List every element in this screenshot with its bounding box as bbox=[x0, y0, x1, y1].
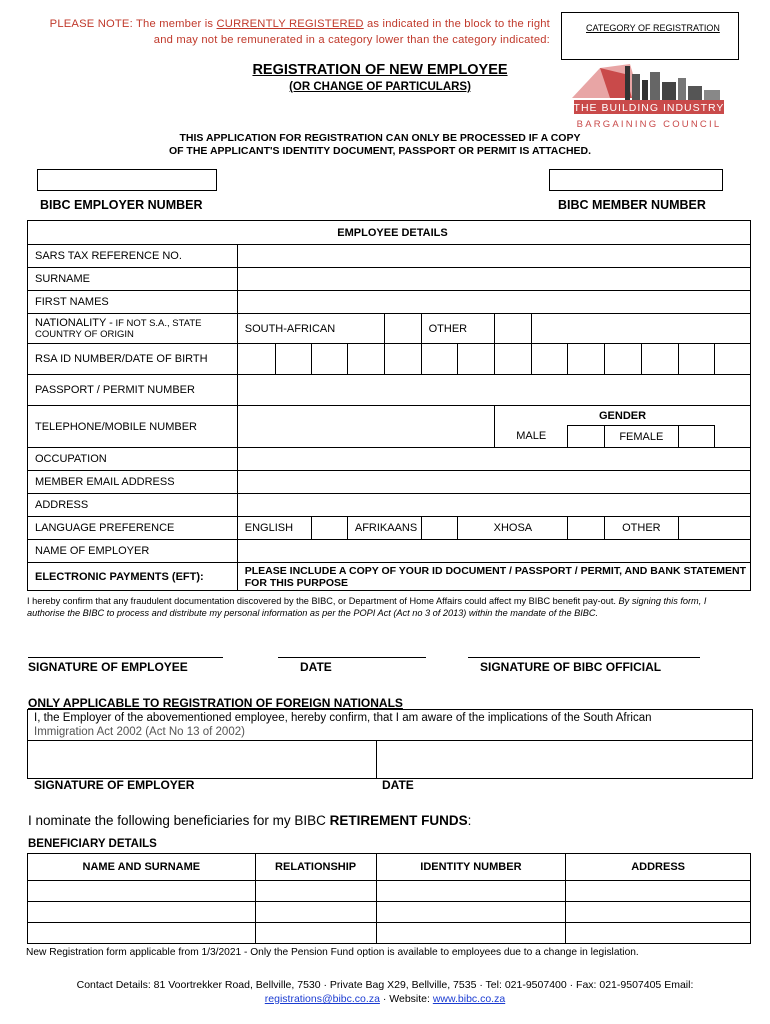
employer-signature-box[interactable] bbox=[28, 740, 377, 778]
beneficiary-name-cell[interactable] bbox=[28, 923, 256, 944]
male-checkbox[interactable] bbox=[568, 426, 605, 448]
occupation-label: OCCUPATION bbox=[28, 448, 238, 471]
nationality-label bbox=[28, 314, 238, 344]
column-header: ADDRESS bbox=[566, 854, 751, 881]
category-of-registration-box[interactable] bbox=[561, 12, 739, 60]
id-digit-box[interactable] bbox=[458, 344, 495, 375]
telephone-field[interactable] bbox=[237, 406, 494, 448]
id-digit-box[interactable] bbox=[275, 344, 312, 375]
id-digit-box[interactable] bbox=[641, 344, 678, 375]
english-label: ENGLISH bbox=[237, 517, 311, 540]
foreign-nationals-box bbox=[27, 709, 753, 779]
male-label: MALE bbox=[495, 426, 568, 448]
nationality-note: IF NOT S.A., STATE bbox=[112, 317, 202, 329]
foreign-text-line-1: I, the Employer of the abovementioned employee, hereby confirm, that I am aware of the implications of the South African bbox=[34, 712, 652, 724]
employee-signature-label: SIGNATURE OF EMPLOYEE bbox=[28, 660, 188, 674]
tax-ref-label: SARS TAX REFERENCE NO. bbox=[28, 245, 238, 268]
column-header: NAME AND SURNAME bbox=[28, 854, 256, 881]
contact-details bbox=[20, 978, 750, 1006]
address-field[interactable] bbox=[237, 494, 750, 517]
country-of-origin-field[interactable] bbox=[531, 314, 750, 344]
other-nationality-checkbox[interactable] bbox=[495, 314, 532, 344]
employee-details-heading: EMPLOYEE DETAILS bbox=[28, 221, 751, 245]
other-language-field[interactable] bbox=[678, 517, 750, 540]
id-digit-box[interactable] bbox=[495, 344, 532, 375]
other-nationality-label: OTHER bbox=[421, 314, 494, 344]
nominate-text: I nominate the following beneficiaries for my BIBC bbox=[28, 813, 330, 828]
xhosa-checkbox[interactable] bbox=[568, 517, 605, 540]
form-title: REGISTRATION OF NEW EMPLOYEE bbox=[252, 62, 508, 78]
website-link[interactable]: www.bibc.co.za bbox=[432, 993, 506, 1005]
beneficiary-details-heading: BENEFICIARY DETAILS bbox=[28, 838, 157, 850]
email-link[interactable]: registrations@bibc.co.za bbox=[264, 993, 380, 1005]
employer-name-field[interactable] bbox=[237, 540, 750, 563]
retirement-funds-text: RETIREMENT FUNDS bbox=[329, 813, 468, 828]
official-signature-label: SIGNATURE OF BIBC OFFICIAL bbox=[480, 660, 662, 674]
beneficiary-id-cell[interactable] bbox=[376, 881, 566, 902]
telephone-label: TELEPHONE/MOBILE NUMBER bbox=[28, 406, 238, 448]
bibc-logo bbox=[570, 60, 730, 132]
logo-text-1: THE BUILDING INDUSTRY bbox=[573, 102, 725, 114]
other-language-label: OTHER bbox=[605, 517, 678, 540]
id-digit-box[interactable] bbox=[347, 344, 384, 375]
employer-number-label: BIBC EMPLOYER NUMBER bbox=[40, 198, 203, 212]
website-label: · Website: bbox=[379, 993, 433, 1005]
country-origin-text: COUNTRY OF ORIGIN bbox=[35, 328, 134, 340]
south-african-checkbox[interactable] bbox=[384, 314, 421, 344]
tax-ref-field[interactable] bbox=[237, 245, 750, 268]
instruction-line-2: OF THE APPLICANT'S IDENTITY DOCUMENT, PASSPORT OR PERMIT IS ATTACHED. bbox=[168, 145, 592, 157]
passport-field[interactable] bbox=[237, 375, 750, 406]
beneficiary-nomination bbox=[28, 813, 471, 828]
beneficiary-address-cell[interactable] bbox=[566, 923, 751, 944]
official-signature-line[interactable] bbox=[468, 657, 700, 658]
passport-label: PASSPORT / PERMIT NUMBER bbox=[28, 375, 238, 406]
legislation-note: New Registration form applicable from 1/3/2021 - Only the Pension Fund option is available to employees due to a change in legislation. bbox=[26, 947, 639, 958]
beneficiary-address-cell[interactable] bbox=[566, 902, 751, 923]
member-number-label: BIBC MEMBER NUMBER bbox=[558, 198, 706, 212]
language-label: LANGUAGE PREFERENCE bbox=[28, 517, 238, 540]
occupation-field[interactable] bbox=[237, 448, 750, 471]
employee-details-table bbox=[27, 220, 751, 591]
beneficiary-name-cell[interactable] bbox=[28, 902, 256, 923]
note-text: PLEASE NOTE: The member is bbox=[49, 18, 217, 30]
first-names-label: FIRST NAMES bbox=[28, 291, 238, 314]
id-digit-box[interactable] bbox=[384, 344, 421, 375]
foreign-confirmation-text bbox=[34, 711, 652, 739]
contact-links bbox=[20, 992, 750, 1006]
nationality-text: NATIONALITY - bbox=[35, 316, 113, 329]
beneficiary-relationship-cell[interactable] bbox=[255, 923, 376, 944]
id-digit-box[interactable] bbox=[531, 344, 568, 375]
xhosa-label: XHOSA bbox=[458, 517, 568, 540]
popi-consent-text: By signing this form, I authorise the BIBC to process and distribute my personal information as per the POPI Act (Act no 3 of 2013) within the mandate of the BIBC. bbox=[27, 596, 707, 618]
employee-signature-line[interactable] bbox=[28, 657, 223, 658]
female-checkbox[interactable] bbox=[678, 426, 715, 448]
instruction-line-1: THIS APPLICATION FOR REGISTRATION CAN ONLY BE PROCESSED IF A COPY bbox=[179, 132, 581, 144]
employer-number-input[interactable] bbox=[37, 169, 217, 191]
note-emphasis: CURRENTLY REGISTERED bbox=[216, 18, 364, 30]
note-text-end: as indicated in the block to the right and may not be remunerated in a category lower than the category indicated: bbox=[153, 18, 550, 46]
beneficiary-address-cell[interactable] bbox=[566, 881, 751, 902]
surname-field[interactable] bbox=[237, 268, 750, 291]
column-header: IDENTITY NUMBER bbox=[376, 854, 566, 881]
address-label: ADDRESS bbox=[28, 494, 238, 517]
date-label: DATE bbox=[300, 660, 332, 674]
beneficiary-id-cell[interactable] bbox=[376, 923, 566, 944]
surname-label: SURNAME bbox=[28, 268, 238, 291]
beneficiary-table bbox=[27, 853, 751, 944]
id-digit-box[interactable] bbox=[237, 344, 275, 375]
email-field[interactable] bbox=[237, 471, 750, 494]
south-african-label: SOUTH-AFRICAN bbox=[237, 314, 384, 344]
english-checkbox[interactable] bbox=[312, 517, 348, 540]
beneficiary-relationship-cell[interactable] bbox=[255, 902, 376, 923]
form-subtitle: (OR CHANGE OF PARTICULARS) bbox=[289, 81, 471, 93]
employer-signature-label: SIGNATURE OF EMPLOYER bbox=[34, 778, 195, 792]
foreign-text-line-2: Immigration Act 2002 (Act No 13 of 2002) bbox=[34, 726, 245, 738]
id-digit-box[interactable] bbox=[568, 344, 605, 375]
id-digit-box[interactable] bbox=[605, 344, 642, 375]
foreign-nationals-heading: ONLY APPLICABLE TO REGISTRATION OF FOREIGN NATIONALS bbox=[28, 696, 403, 710]
afrikaans-checkbox[interactable] bbox=[421, 517, 458, 540]
contact-line: Contact Details: 81 Voortrekker Road, Bellville, 7530 · Private Bag X29, Bellville, 7535 · Tel: 021-9507400 · Fax: 021-9507405 Email: bbox=[76, 979, 694, 991]
fraud-confirmation bbox=[27, 596, 737, 619]
email-label: MEMBER EMAIL ADDRESS bbox=[28, 471, 238, 494]
id-digit-box[interactable] bbox=[678, 344, 715, 375]
id-digit-box[interactable] bbox=[312, 344, 348, 375]
beneficiary-relationship-cell[interactable] bbox=[255, 881, 376, 902]
eft-note: PLEASE INCLUDE A COPY OF YOUR ID DOCUMENT / PASSPORT / PERMIT, AND BANK STATEMENT FOR THIS PURPOSE bbox=[237, 563, 750, 591]
member-number-input[interactable] bbox=[549, 169, 723, 191]
rsa-id-label: RSA ID NUMBER/DATE OF BIRTH bbox=[28, 344, 238, 375]
employer-name-label: NAME OF EMPLOYER bbox=[28, 540, 238, 563]
foreign-date-box[interactable] bbox=[377, 740, 752, 778]
first-names-field[interactable] bbox=[237, 291, 750, 314]
id-digit-box[interactable] bbox=[421, 344, 458, 375]
gender-label: GENDER bbox=[495, 406, 751, 426]
beneficiary-name-cell[interactable] bbox=[28, 881, 256, 902]
nominate-colon: : bbox=[467, 813, 472, 828]
eft-label: ELECTRONIC PAYMENTS (EFT): bbox=[28, 563, 238, 591]
id-digit-box[interactable] bbox=[715, 344, 751, 375]
female-label: FEMALE bbox=[605, 426, 678, 448]
confirmation-text: I hereby confirm that any fraudulent documentation discovered by the BIBC, or Department of Home Affairs could affect my BIBC benefit pay-out. bbox=[27, 596, 619, 606]
column-header: RELATIONSHIP bbox=[255, 854, 376, 881]
logo-text-2: BARGAINING COUNCIL bbox=[576, 119, 722, 130]
registration-note bbox=[40, 16, 550, 48]
afrikaans-label: AFRIKAANS bbox=[347, 517, 421, 540]
application-instruction bbox=[100, 132, 660, 158]
category-label: CATEGORY OF REGISTRATION bbox=[586, 23, 720, 33]
foreign-date-label: DATE bbox=[382, 778, 414, 792]
date-line[interactable] bbox=[278, 657, 426, 658]
gender-spacer bbox=[715, 426, 751, 448]
beneficiary-id-cell[interactable] bbox=[376, 902, 566, 923]
